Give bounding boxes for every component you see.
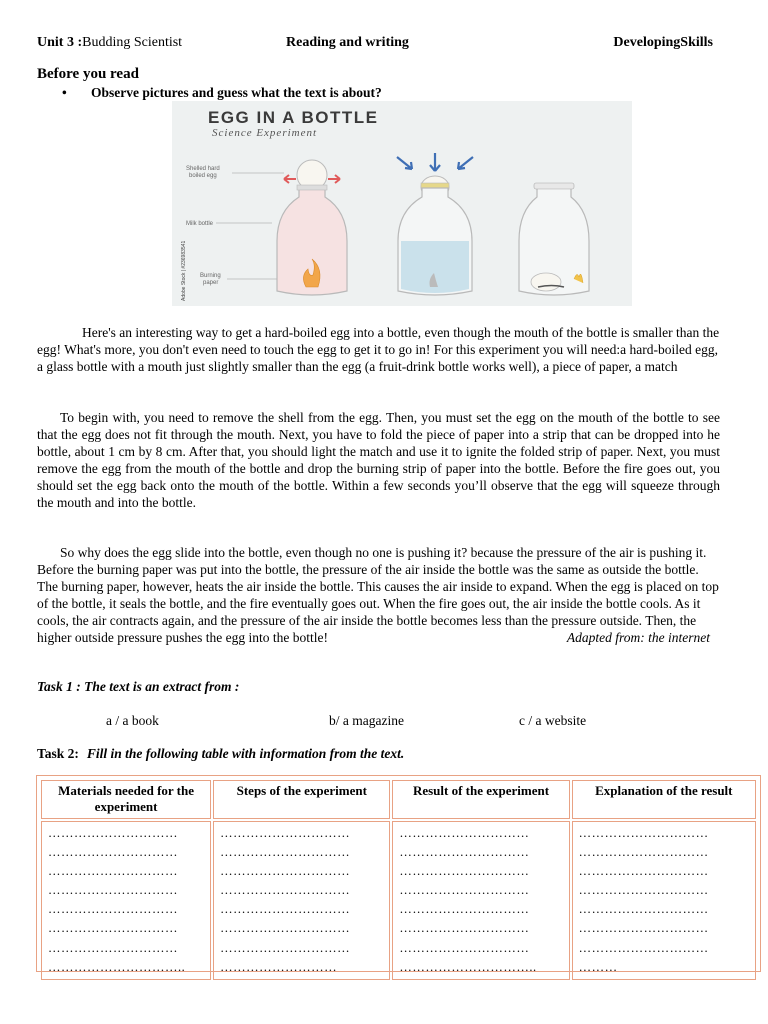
skill-title: DevelopingSkills — [613, 35, 713, 50]
source-credit: Adapted from: the internet — [566, 629, 710, 645]
label-paper-2: paper — [203, 280, 219, 286]
answer-cell-explanation[interactable]: ………………………… ………………………… ………………………… ………………………… ………………………… ………………………… ………………………… ……… — [572, 821, 756, 980]
task2-prompt — [37, 746, 404, 762]
answer-cell-materials[interactable]: ………………………… ………………………… ………………………… ………………………… ………………………… ………………………… ………………………… ………………………….. — [41, 821, 211, 980]
column-header-steps: Steps of the experiment — [213, 780, 390, 819]
answer-table — [36, 775, 761, 972]
paragraph-explanation-text: So why does the egg slide into the bottle, even though no one is pushing it? because the pressure of the air is pushing it. Before the burning paper was put into the bottle, the pressure of the air inside the bottle was the same as outside the bottle. The burning paper, however, heats the air inside the bottle. This causes the air inside to expand. When the egg is placed on top of the bottle, it seals the bottle, and the fire eventually goes out. When the fire goes out, the air inside the bottle cools. As it cools, the air contracts again, and the pressure of the air inside the bottle becomes less than the pressure outside. Then, the higher outside pressure pushes the egg into the bottle! — [37, 545, 719, 645]
paragraph-steps: To begin with, you need to remove the shell from the egg. Then, you must set the egg on the mouth of the bottle to see that the egg does not fit through the mouth. Next, you have to fold the piece of paper into a strip that can be dropped into he bottle, about 1 cm by 8 cm. After that, you should light the match and use it to ignite the folded strip of paper. Next, you must remove the egg from the mouth of the bottle and drop the burning strip of paper into the bottle. Before the fire goes out, you should set the egg back onto the mouth of the bottle. Within a few seconds you’ll observe that the egg will squeeze through the mouth and into the bottle. — [37, 410, 720, 510]
figure-watermark: Adobe Stock | #236983541 — [181, 240, 187, 301]
section-title: Reading and writing — [286, 35, 409, 50]
task1-option-b[interactable]: b/ a magazine — [329, 713, 404, 728]
task1-option-a[interactable]: a / a book — [106, 713, 159, 728]
answer-cell-result[interactable]: ………………………… ………………………… ………………………… ………………………… ………………………… ………………………… ………………………… ………………………….. — [392, 821, 569, 980]
task1-prompt: Task 1 : The text is an extract from : — [37, 679, 240, 694]
unit-heading: Unit 3 :Budding Scientist — [37, 35, 183, 50]
label-egg-1: Shelled hard — [186, 166, 220, 172]
before-you-read-bullet: • Observe pictures and guess what the text is about? — [62, 85, 382, 100]
label-egg-2: boiled egg — [189, 173, 217, 179]
task1-option-c[interactable]: c / a website — [519, 713, 587, 728]
experiment-illustration — [172, 101, 632, 306]
figure-title: EGG IN A BOTTLE — [208, 108, 379, 127]
table-header-row — [41, 780, 756, 819]
column-header-explanation: Explanation of the result — [572, 780, 756, 819]
task2-instruction: Fill in the following table with information from the text. — [86, 746, 405, 761]
bullet-icon: • — [62, 85, 67, 100]
table-row — [41, 821, 756, 980]
paragraph-intro: Here's an interesting way to get a hard-boiled egg into a bottle, even though the mouth of the bottle is smaller than the egg! What's more, you don't even need to touch the egg to get it to go in! For this experiment you will need:a hard-boiled egg, a glass bottle with a mouth just slightly smaller than the egg (a fruit-drink bottle works well), a piece of paper, a match — [37, 325, 720, 374]
label-bottle: Milk bottle — [186, 221, 214, 227]
paragraph-explanation — [37, 545, 720, 646]
figure-subtitle: Science Experiment — [212, 127, 318, 139]
column-header-materials: Materials needed for the experiment — [41, 780, 211, 819]
task2-label: Task 2: — [37, 746, 79, 761]
before-you-read-heading: Before you read — [37, 66, 139, 82]
egg-in-bottle-figure — [172, 101, 632, 306]
label-paper-1: Burning — [200, 273, 221, 279]
answer-cell-steps[interactable]: ………………………… ………………………… ………………………… ………………………… ………………………… ………………………… ………………………… ……………………… — [213, 821, 390, 980]
column-header-result: Result of the experiment — [392, 780, 569, 819]
